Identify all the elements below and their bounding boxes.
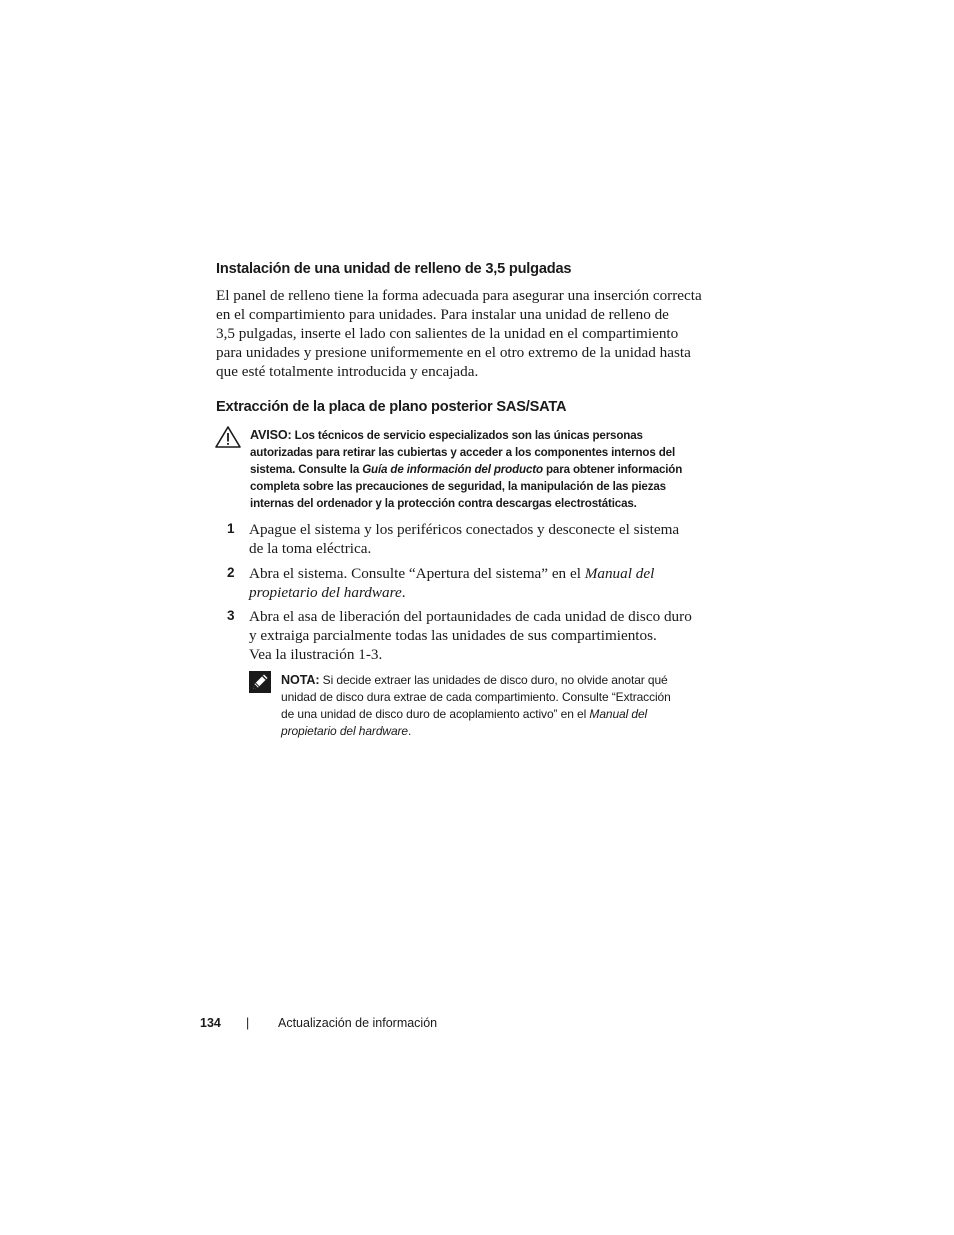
warning-text: para obtener información [542,463,683,476]
note-label: NOTA: [281,673,320,687]
note-text: Si decide extraer las unidades de disco duro, no olvide anotar qué [322,673,668,687]
paragraph-line: que esté totalmente introducida y encajada. [216,363,479,380]
paragraph-line: 3,5 pulgadas, inserte el lado con salientes de la unidad en el compartimiento [216,325,679,342]
note-block [281,672,671,740]
filler-paragraph [216,286,702,381]
paragraph-line: El panel de relleno tiene la forma adecuada para asegurar una inserción correcta [216,287,702,304]
step-number: 2 [227,565,235,580]
note-text: . [408,724,412,738]
note-text: de una unidad de disco duro de acoplamiento activo” en el [281,707,590,721]
warning-label: AVISO: [250,428,292,442]
footer-title: Actualización de información [278,1016,438,1030]
manual-reference: Manual del [589,707,648,721]
section-heading-backplane: Extracción de la placa de plano posterior SAS/SATA [216,399,567,415]
step-number: 3 [227,608,235,623]
warning-block [250,427,682,512]
step-text: . [401,584,406,601]
step-text: Vea la ilustración 1-3. [249,646,383,663]
manual-reference: propietario del hardware [281,724,409,738]
warning-text: Los técnicos de servicio especializados son las únicas personas [294,429,643,442]
warning-triangle-icon [214,425,242,449]
product-guide-reference: Guía de información del producto [362,463,543,476]
step-text: Abra el sistema. Consulte “Apertura del sistema” en el [249,565,585,582]
paragraph-line: para unidades y presione uniformemente en el otro extremo de la unidad hasta [216,344,691,361]
step-text: y extraiga parcialmente todas las unidades de sus compartimientos. [249,627,657,644]
section-heading-filler: Instalación de una unidad de relleno de 3,5 pulgadas [216,261,572,277]
manual-reference: propietario del hardware [249,584,402,601]
step-text: Apague el sistema y los periféricos conectados y desconecte el sistema [249,521,680,538]
warning-text: sistema. Consulte la [250,463,363,476]
manual-reference: Manual del [584,565,655,582]
warning-text: completa sobre las precauciones de seguridad, la manipulación de las piezas [250,480,666,493]
note-text: unidad de disco dura extrae de cada compartimiento. Consulte “Extracción [281,690,671,704]
footer-separator: | [246,1016,250,1030]
step-number: 1 [227,521,235,536]
note-pencil-icon [249,671,271,693]
step-text: Abra el asa de liberación del portaunidades de cada unidad de disco duro [249,608,692,625]
page-number: 134 [200,1016,221,1030]
step-text: de la toma eléctrica. [249,540,372,557]
paragraph-line: en el compartimiento para unidades. Para instalar una unidad de relleno de [216,306,669,323]
warning-text: autorizadas para retirar las cubiertas y acceder a los componentes internos del [250,446,676,459]
warning-text: internas del ordenador y la protección contra descargas electrostáticas. [250,497,637,510]
